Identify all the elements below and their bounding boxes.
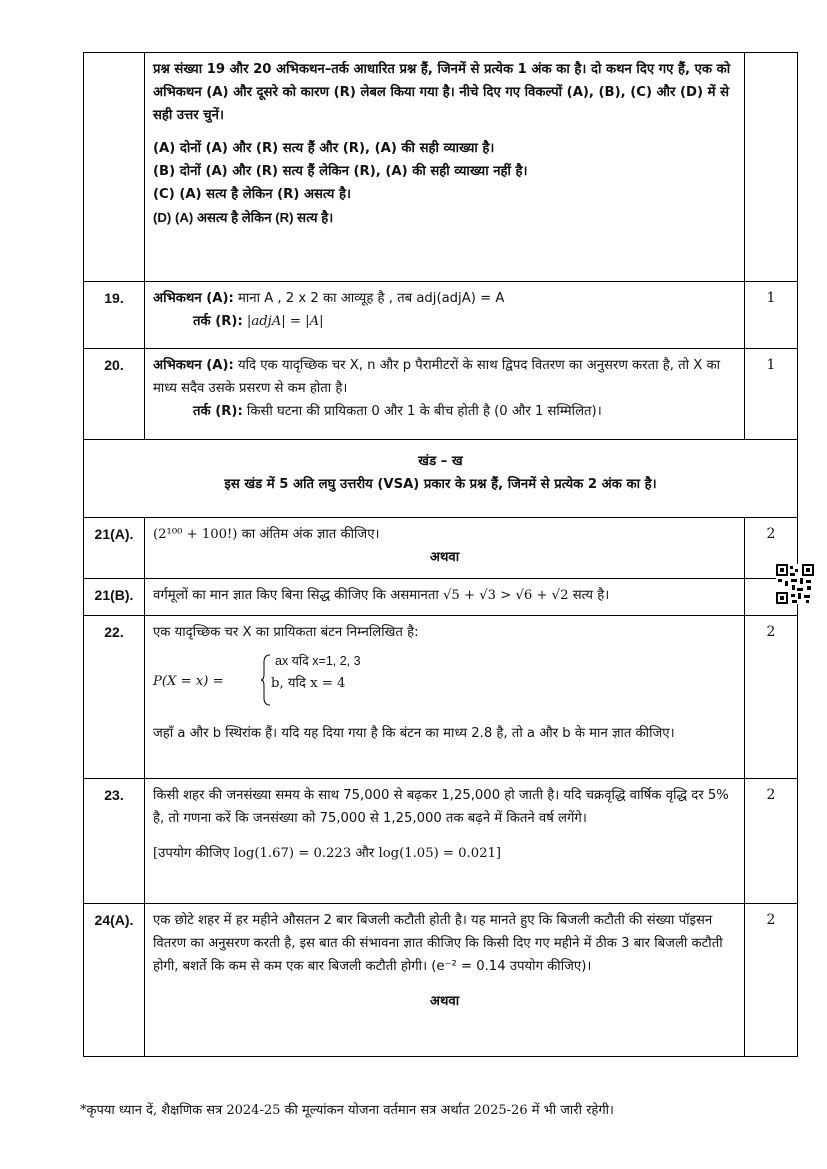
section-header-row [84,440,798,518]
option-c: (C) (A) सत्य है लेकिन (R) असत्य है। [153,187,351,202]
question-24a-body [145,904,745,1057]
question-number: 22. [84,616,145,779]
question-21b-row [84,579,798,616]
pmf-lhs: P(X = x) = [153,674,224,689]
marks: 2 [745,616,798,779]
question-21b-body [145,579,745,616]
question-number: 21(B). [84,579,145,616]
marks: 2 [745,518,798,579]
brace-icon [261,654,271,706]
footer-note: *कृपया ध्यान दें, शैक्षणिक सत्र 2024-25 की मूल्यांकन योजना वर्तमान सत्र अर्थात 2025-26 में भी जारी रहेगी। [80,1103,614,1118]
question-21a-body [145,518,745,579]
instruction-cell [145,53,745,282]
section-title: खंड – ख [418,454,463,469]
marks: 2 [745,904,798,1057]
question-number: 21(A). [84,518,145,579]
marks: 1 [745,282,798,349]
or-label: अथवा [429,994,460,1009]
reason-label: तर्क (R): [193,314,243,329]
question-text: का अंतिम अंक ज्ञात कीजिए। [241,527,380,542]
hint: [उपयोग कीजिए log(1.67) = 0.223 और log(1.05) = 0.021] [153,846,502,861]
question-table [83,52,798,1057]
reason-text: किसी घटना की प्रायिकता 0 और 1 के बीच होती है (0 और 1 सम्मिलित)। [246,404,602,419]
pmf-case-1: ax यदि x=1, 2, 3 [275,654,361,668]
section-header [84,440,798,518]
marks-cell [745,53,798,282]
reason-label: तर्क (R): [193,404,243,419]
question-20-body [145,349,745,440]
or-label: अथवा [429,550,460,565]
inequality: √5 + √3 > √6 + √2 [443,588,569,603]
pmf-case-2: b, यदि x = 4 [271,676,346,691]
question-21a-row [84,518,798,579]
pmf-definition [153,652,736,710]
expression: (2¹⁰⁰ + 100!) [153,527,238,542]
num-cell [84,53,145,282]
question-23-row [84,779,798,904]
assertion-text: माना A , 2 x 2 का आव्यूह है , तब adj(adjA) = A [237,291,505,306]
assertion-text: यदि एक यादृच्छिक चर X, n और p पैरामीटरों के साथ द्विपद वितरण का अनुसरण करता है, तो X का माध्य सदैव उसके प्रसरण से कम होता है। [153,358,720,396]
question-number: 23. [84,779,145,904]
reason-text: |adjA| = |A| [246,314,324,329]
marks: 2 [745,779,798,904]
question-number: 24(A). [84,904,145,1057]
section-subtitle: इस खंड में 5 अति लघु उत्तरीय (VSA) प्रकार के प्रश्न हैं, जिनमें से प्रत्येक 2 अंक का है। [224,477,657,492]
question-text: एक छोटे शहर में हर महीने औसतन 2 बार बिजली कटौती होती है। यह मानते हुए कि बिजली कटौती की संख्या पॉइसन वितरण का अनुसरण करती है, इस बात की संभावना ज्ञात कीजिए कि किसी दिए गए महीने में ठीक 3 बार बिजली कटौती होगी, बशर्ते कि कम से कम एक बार बिजली कटौती होगी। (e⁻² = 0.14 उपयोग कीजिए)। [153,913,723,974]
marks: 1 [745,349,798,440]
question-24a-row [84,904,798,1057]
question-20-row [84,349,798,440]
instruction-text: प्रश्न संख्या 19 और 20 अभिकथन–तर्क आधारित प्रश्न हैं, जिनमें से प्रत्येक 1 अंक का है। दो कथन दिए गए हैं, एक को अभिकथन (A) और दूसरे को कारण (R) लेबल किया गया है। नीचे दिए गए विकल्पों (A), (B), (C) और (D) में से सही उत्तर चुनें। [153,62,731,123]
assertion-label: अभिकथन (A): [153,358,234,373]
question-number: 20. [84,349,145,440]
assertion-label: अभिकथन (A): [153,291,234,306]
option-b: (B) दोनों (A) और (R) सत्य हैं लेकिन (R), (A) की सही व्याख्या नहीं है। [153,164,528,179]
question-22-row [84,616,798,779]
question-text-2: जहाँ a और b स्थिरांक हैं। यदि यह दिया गया है कि बंटन का माध्य 2.8 है, तो a और b के मान ज्ञात कीजिए। [153,726,675,741]
question-text: किसी शहर की जनसंख्या समय के साथ 75,000 से बढ़कर 1,25,000 हो जाती है। यदि चक्रवृद्धि वार्षिक वृद्धि दर 5% है, तो गणना करें कि जनसंख्या को 75,000 से 1,25,000 तक बढ़ने में कितने वर्ष लगेंगे। [153,788,729,826]
question-22-body [145,616,745,779]
question-text: वर्गमूलों का मान ज्ञात किए बिना सिद्ध कीजिए कि असमानता [153,588,439,603]
option-d: (D) (A) असत्य है लेकिन (R) सत्य है। [153,210,334,225]
question-number: 19. [84,282,145,349]
question-19-row [84,282,798,349]
qr-code-icon [776,564,814,604]
question-19-body [145,282,745,349]
question-text-end: सत्य है। [572,588,610,603]
option-a: (A) दोनों (A) और (R) सत्य हैं और (R), (A) की सही व्याख्या है। [153,141,495,156]
instruction-row [84,53,798,282]
question-23-body [145,779,745,904]
question-text: एक यादृच्छिक चर X का प्रायिकता बंटन निम्नलिखित है: [153,625,419,640]
